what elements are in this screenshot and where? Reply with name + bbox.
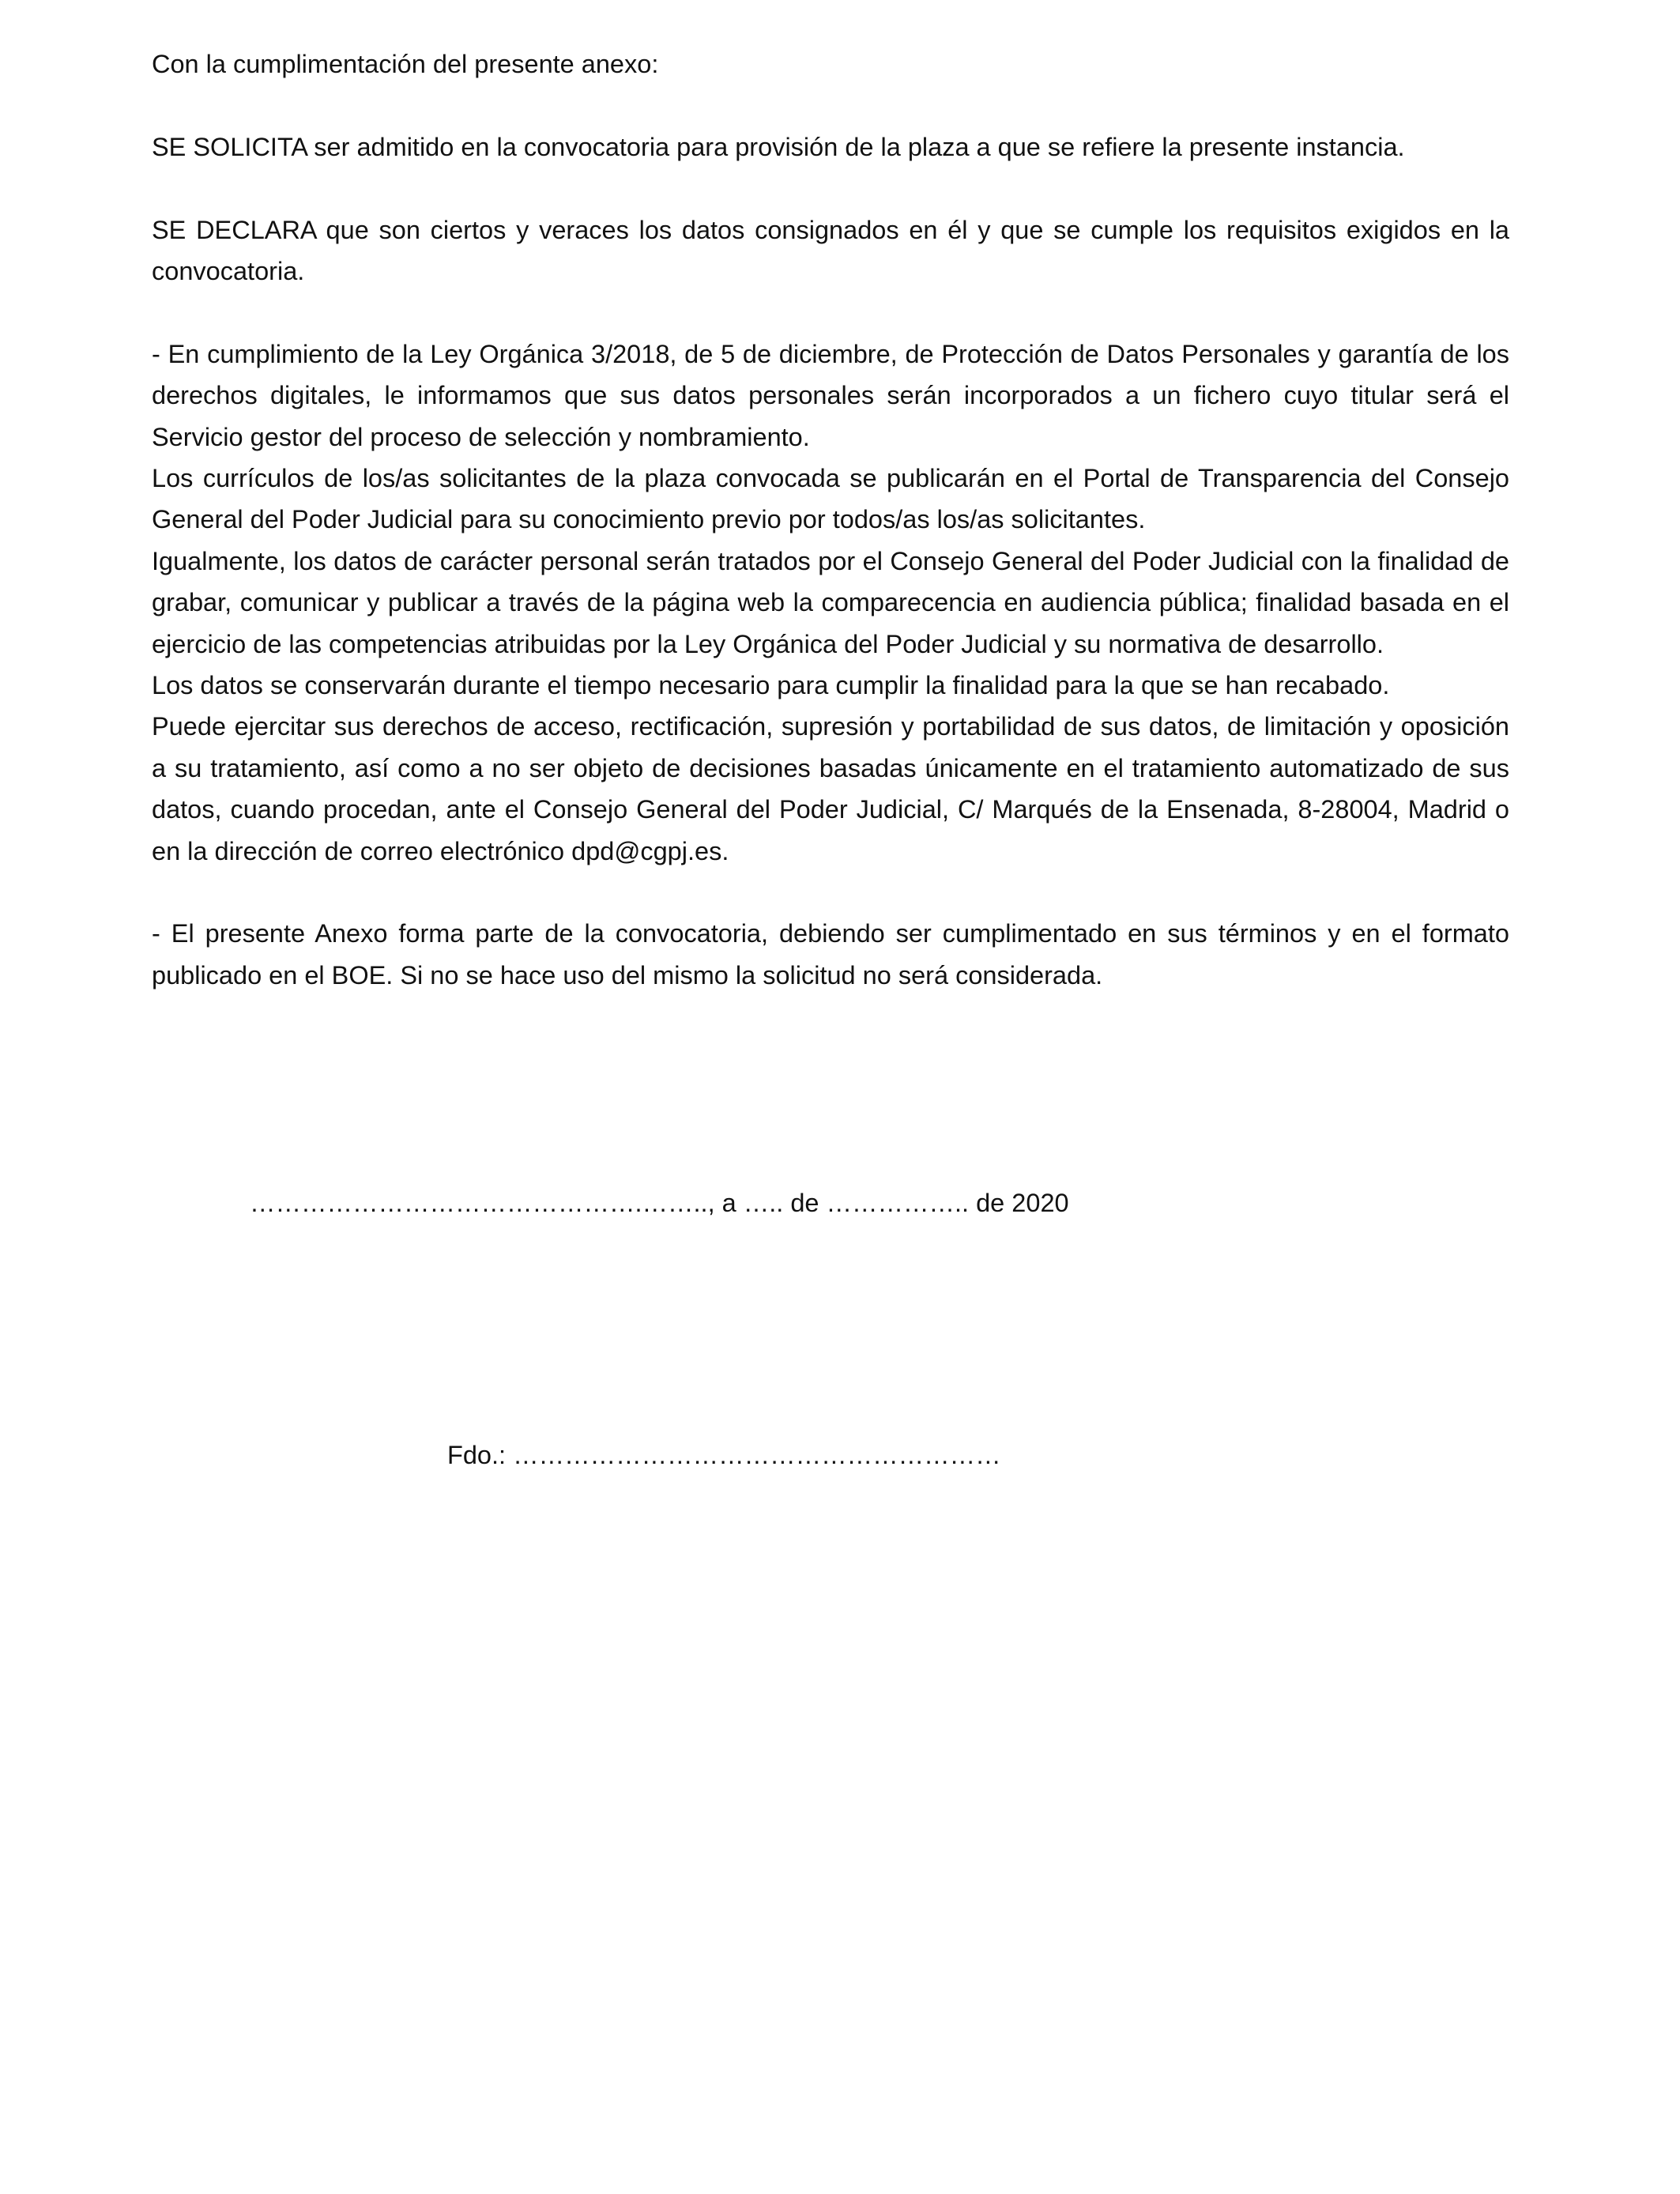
signature-field: Fdo.: …………………………………………………	[447, 1441, 1001, 1469]
paragraph-gap	[152, 85, 1509, 126]
privacy-paragraph-processing: Igualmente, los datos de carácter personal serán tratados por el Consejo General del Poder Judicial con la finalidad de grabar, comunicar y publicar a través de la página web la comparecencia en audiencia pública; finalidad basada en el ejercicio de las competencias atribuidas por la Ley Orgánica del Poder Judicial y su normativa de desarrollo.	[152, 546, 1509, 658]
privacy-paragraph-curricula: Los currículos de los/as solicitantes de la plaza convocada se publicarán en el Portal de Transparencia del Consejo General del Poder Judicial para su conocimiento previo por todos/as los/as solicitantes.	[152, 464, 1509, 534]
annex-note-paragraph: - El presente Anexo forma parte de la convocatoria, debiendo ser cumplimentado en sus términos y en el formato publicado en el BOE. Si no se hace uso del mismo la solicitud no será considerada.	[152, 919, 1509, 990]
privacy-paragraph-rights: Puede ejercitar sus derechos de acceso, rectificación, supresión y portabilidad de sus datos, de limitación y oposición a su tratamiento, así como a no ser objeto de decisiones basadas únicamente en el tratamiento automatizado de sus datos, cuando procedan, ante el Consejo General del Poder Judicial, C/ Marqués de la Ensenada, 8-28004, Madrid o en la dirección de correo electrónico dpd@cgpj.es.	[152, 712, 1509, 865]
intro-paragraph: Con la cumplimentación del presente anexo:	[152, 50, 659, 78]
paragraph-gap	[152, 292, 1509, 333]
solicita-paragraph: SE SOLICITA ser admitido en la convocatoria para provisión de la plaza a que se refiere la presente instancia.	[152, 132, 1405, 161]
privacy-paragraph-lopd: - En cumplimiento de la Ley Orgánica 3/2018, de 5 de diciembre, de Protección de Datos Personales y garantía de los derechos digitales, le informamos que sus datos personales serán incorporados a un fichero cuyo titular será el Servicio gestor del proceso de selección y nombramiento.	[152, 339, 1509, 451]
paragraph-gap	[152, 872, 1509, 913]
place-date-field: ……………………………………….…….., a ….. de …………….. de 2020	[250, 1189, 1069, 1217]
paragraph-gap	[152, 168, 1509, 209]
privacy-paragraph-retention: Los datos se conservarán durante el tiempo necesario para cumplir la finalidad para la que se han recabado.	[152, 671, 1390, 700]
document-body	[152, 43, 1509, 996]
declara-paragraph: SE DECLARA que son ciertos y veraces los datos consignados en él y que se cumple los requisitos exigidos en la convocatoria.	[152, 215, 1509, 285]
